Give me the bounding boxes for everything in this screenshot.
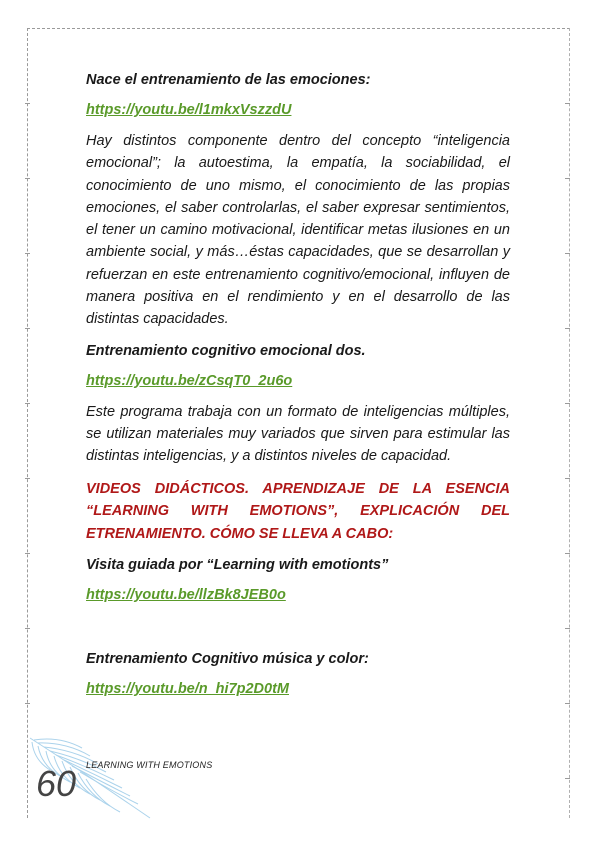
footer-label: LEARNING WITH EMOTIONS	[86, 760, 213, 770]
page-content	[86, 70, 510, 709]
margin-tick	[565, 253, 570, 254]
spacer	[86, 615, 510, 649]
body-paragraph: Este programa trabaja con un formato de inteligencias múltiples, se utilizan materiales muy variados que sirven para estimular las distintas inteligencias, y a distintos niveles de capacidad.	[86, 403, 510, 465]
page-frame-top	[27, 28, 570, 29]
margin-tick	[25, 703, 30, 704]
video-link[interactable]: https://youtu.be/n_hi7p2D0tM	[86, 681, 289, 698]
margin-tick	[565, 328, 570, 329]
margin-tick	[25, 478, 30, 479]
margin-tick	[565, 178, 570, 179]
margin-tick	[25, 103, 30, 104]
margin-tick	[25, 178, 30, 179]
section-heading: Visita guiada por “Learning with emotionts”	[86, 557, 389, 574]
margin-tick	[565, 703, 570, 704]
video-link[interactable]: https://youtu.be/llzBk8JEB0o	[86, 587, 286, 604]
margin-tick	[25, 553, 30, 554]
page-number: 60	[36, 763, 77, 804]
margin-tick	[565, 403, 570, 404]
margin-tick	[565, 478, 570, 479]
page-frame-left	[27, 28, 28, 818]
highlight-heading: VIDEOS DIDÁCTICOS. APRENDIZAJE DE LA ESENCIA “LEARNING WITH EMOTIONS”, EXPLICACIÓN DEL ETRENAMIENTO. CÓMO SE LLEVA A CABO:	[86, 480, 510, 542]
margin-tick	[565, 778, 570, 779]
video-link[interactable]: https://youtu.be/zCsqT0_2u6o	[86, 372, 293, 389]
section-heading: Entrenamiento Cognitivo música y color:	[86, 651, 369, 668]
margin-tick	[25, 253, 30, 254]
margin-tick	[25, 328, 30, 329]
page-frame-right	[569, 28, 570, 818]
margin-tick	[565, 553, 570, 554]
margin-tick	[25, 403, 30, 404]
body-paragraph: Hay distintos componente dentro del concepto “inteligencia emocional”; la autoestima, la empatía, la sociabilidad, el conocimiento de uno mismo, el conocimiento de las propias emociones, el saber controlarlas, el saber expresar sentimientos, el tener un camino motivacional, identificar metas ilusiones en un ambiente social, y más…éstas capacidades, que se desarrollan y refuerzan en este entrenamiento cognitivo/emocional, influyen de manera positiva en el rendimiento y en el desarrollo de las distintas capacidades.	[86, 133, 510, 328]
video-link[interactable]: https://youtu.be/l1mkxVszzdU	[86, 102, 292, 118]
section-heading: Entrenamiento cognitivo emocional dos.	[86, 342, 366, 359]
margin-tick	[565, 628, 570, 629]
margin-tick	[565, 103, 570, 104]
margin-tick	[25, 628, 30, 629]
section-heading: Nace el entrenamiento de las emociones:	[86, 72, 371, 88]
